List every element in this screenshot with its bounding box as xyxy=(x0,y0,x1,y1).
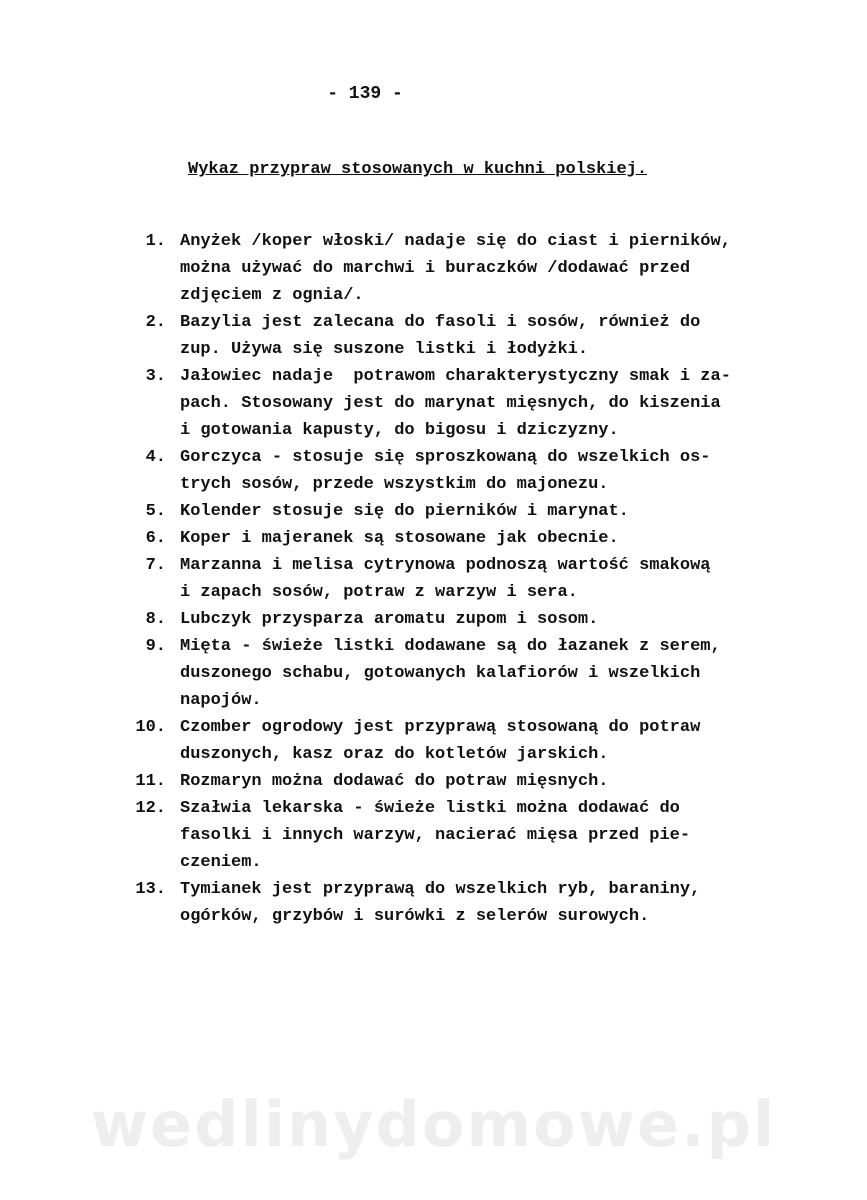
list-item xyxy=(0,876,867,930)
item-number: 8. xyxy=(145,610,166,629)
item-number: 9. xyxy=(145,637,166,656)
item-number: 12. xyxy=(135,799,166,818)
item-text-line: Marzanna i melisa cytrynowa podnoszą wartość smakową xyxy=(180,556,711,575)
item-text-line: można używać do marchwi i buraczków /dodawać przed xyxy=(180,259,691,278)
item-text-line: pach. Stosowany jest do marynat mięsnych, do kiszenia xyxy=(180,394,721,413)
item-number: 6. xyxy=(145,529,166,548)
item-text-line: trych sosów, przede wszystkim do majonezu. xyxy=(180,475,609,494)
list-item xyxy=(0,309,867,363)
item-text-line: duszonych, kasz oraz do kotletów jarskich. xyxy=(180,745,609,764)
item-text-line: czeniem. xyxy=(180,853,262,872)
list-item xyxy=(0,606,867,633)
item-text-line: fasolki i innych warzyw, nacierać mięsa przed pie- xyxy=(180,826,691,845)
item-text-line: Rozmaryn można dodawać do potraw mięsnych. xyxy=(180,772,609,791)
item-number: 5. xyxy=(145,502,166,521)
item-text-line: Czomber ogrodowy jest przyprawą stosowaną do potraw xyxy=(180,718,701,737)
page-title: Wykaz przypraw stosowanych w kuchni polskiej. xyxy=(188,160,648,179)
item-text-line: zup. Używa się suszone listki i łodyżki. xyxy=(180,340,589,359)
list-item xyxy=(0,795,867,876)
item-text-line: duszonego schabu, gotowanych kalafiorów i wszelkich xyxy=(180,664,701,683)
item-text-line: Koper i majeranek są stosowane jak obecnie. xyxy=(180,529,619,548)
item-number: 4. xyxy=(145,448,166,467)
list-item xyxy=(0,498,867,525)
spice-list xyxy=(0,228,867,930)
item-text-line: Anyżek /koper włoski/ nadaje się do ciast i pierników, xyxy=(180,232,731,251)
list-item xyxy=(0,633,867,714)
item-text-line: Lubczyk przysparza aromatu zupom i sosom. xyxy=(180,610,599,629)
item-text-line: Tymianek jest przyprawą do wszelkich ryb, baraniny, xyxy=(180,880,701,899)
item-number: 7. xyxy=(145,556,166,575)
item-number: 11. xyxy=(135,772,166,791)
watermark: wedlinydomowe.pl xyxy=(90,1088,777,1161)
item-text-line: i gotowania kapusty, do bigosu i dziczyzny. xyxy=(180,421,619,440)
item-text-line: i zapach sosów, potraw z warzyw i sera. xyxy=(180,583,578,602)
list-item xyxy=(0,768,867,795)
item-text-line: ogórków, grzybów i surówki z selerów surowych. xyxy=(180,907,650,926)
item-number: 1. xyxy=(145,232,166,251)
item-text-line: Kolender stosuje się do pierników i marynat. xyxy=(180,502,629,521)
list-item xyxy=(0,714,867,768)
item-number: 3. xyxy=(145,367,166,386)
item-text-line: Bazylia jest zalecana do fasoli i sosów, również do xyxy=(180,313,701,332)
page-number: - 139 - xyxy=(327,84,403,104)
list-item xyxy=(0,363,867,444)
item-text-line: Gorczyca - stosuje się sproszkowaną do wszelkich os- xyxy=(180,448,711,467)
item-text-line: zdjęciem z ognia/. xyxy=(180,286,364,305)
item-number: 10. xyxy=(135,718,166,737)
list-item xyxy=(0,552,867,606)
item-number: 2. xyxy=(145,313,166,332)
list-item xyxy=(0,444,867,498)
item-number: 13. xyxy=(135,880,166,899)
item-text-line: napojów. xyxy=(180,691,262,710)
item-text-line: Jałowiec nadaje potrawom charakterystyczny smak i za- xyxy=(180,367,731,386)
list-item xyxy=(0,525,867,552)
item-text-line: Szałwia lekarska - świeże listki można dodawać do xyxy=(180,799,680,818)
list-item xyxy=(0,228,867,309)
item-text-line: Mięta - świeże listki dodawane są do łazanek z serem, xyxy=(180,637,721,656)
